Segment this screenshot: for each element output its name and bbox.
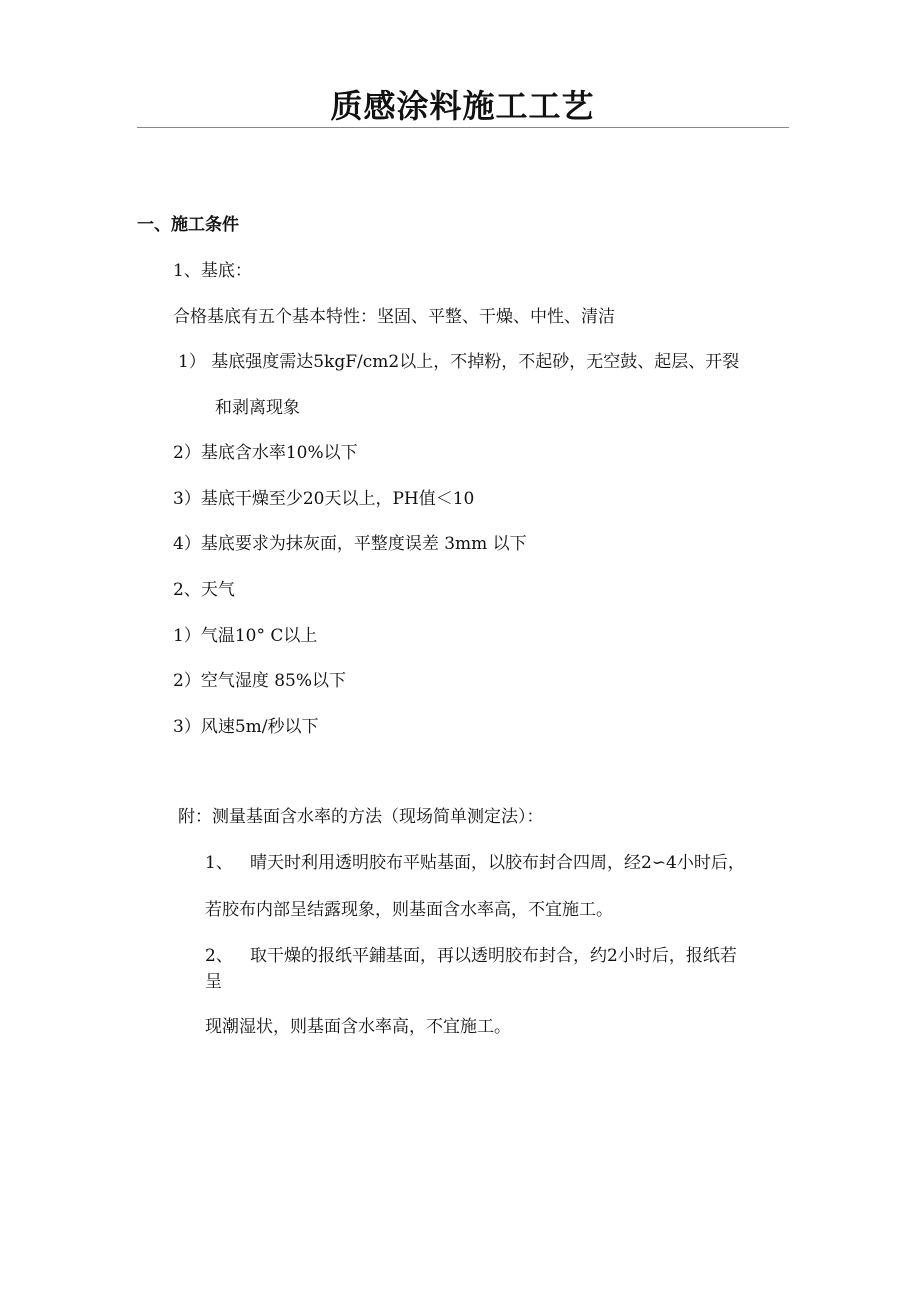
substrate-intro: 合格基底有五个基本特性：坚固、平整、干燥、中性、清洁 [173, 307, 615, 327]
method-1-number: 1、 [205, 853, 233, 873]
appendix-heading: 附：测量基面含水率的方法（现场简单测定法）： [178, 807, 544, 827]
method-2-text: 取干燥的报纸平鋪基面，再以透明胶布封合，约2小时后，报纸若 [250, 946, 737, 966]
method-2-wrap: 呈 [205, 972, 222, 992]
subheading-substrate: 1、基底： [173, 261, 252, 281]
weather-item-3: 3）风速5m/秒以下 [173, 717, 319, 737]
subheading-weather: 2、天气 [173, 580, 235, 600]
title-divider [137, 127, 789, 128]
substrate-item-1-cont: 和剥离现象 [215, 398, 300, 418]
section-heading: 一、施工条件 [137, 215, 239, 235]
substrate-item-4: 4）基底要求为抹灰面，平整度误差 3mm 以下 [173, 534, 527, 554]
method-2-cont: 现潮湿状，则基面含水率高，不宜施工。 [205, 1017, 511, 1037]
weather-item-2: 2）空气湿度 85%以下 [173, 671, 347, 691]
method-2-number: 2、 [205, 946, 233, 966]
substrate-item-2: 2）基底含水率10%以下 [173, 443, 358, 463]
substrate-item-1: 1） 基底强度需达5kgF/cm2以上，不掉粉，不起砂，无空鼓、起层、开裂 [178, 352, 740, 372]
document-title: 质感涂料施工工艺 [330, 87, 595, 125]
substrate-item-3: 3）基底干燥至少20天以上，PH值＜10 [173, 489, 475, 509]
method-1-text: 晴天时利用透明胶布平贴基面，以胶布封合四周，经2∽4小时后， [250, 853, 745, 873]
weather-item-1: 1）气温10° C以上 [173, 626, 318, 646]
method-1-cont: 若胶布内部呈结露现象，则基面含水率高，不宜施工。 [205, 900, 613, 920]
